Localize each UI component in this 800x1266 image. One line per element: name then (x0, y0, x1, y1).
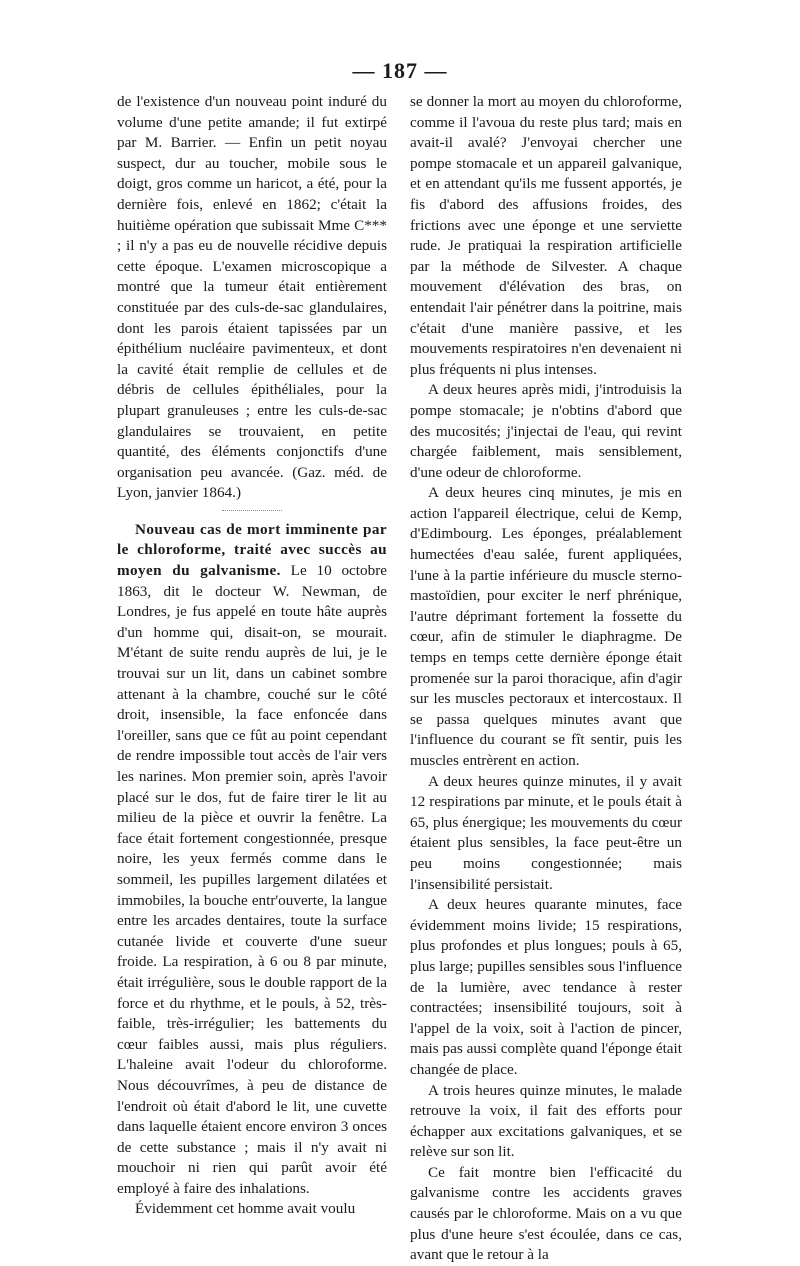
separator (222, 510, 282, 512)
article-text: Le 10 octobre 1863, dit le docteur W. Newman, de Londres, je fus appelé en toute hâte auprès d'un homme qui, disait-on, se mourait. M'étant de suite rendu auprès de lui, je le trouvai sur un lit, dans un cabinet sombre attenant à la chambre, couché sur le côté droit, insensible, la face enfoncée dans l'oreiller, sans que ce fût au point cependant de rendre impossible tout accès de l'air vers les narines. Mon premier soin, après l'avoir placé sur le dos, fut de faire tirer le lit au milieu de la pièce et ouvrir la fenêtre. La face était fortement congestionnée, presque noire, les yeux fermés comme dans le sommeil, les pupilles largement dilatées et immobiles, la bouche entr'ouverte, la langue entre les arcades dentaires, toute la surface cutanée livide et couverte d'une sueur froide. La respiration, à 6 ou 8 par minute, était irrégulière, sous le double rapport de la force et du rhythme, et le pouls, à 52, très-faible, très-irrégulier; les battements du cœur faibles aussi, mais plus réguliers. L'haleine avait l'odeur du chloroforme. Nous découvrîmes, à peu de distance de l'endroit où était d'abord le lit, une cuvette dans laquelle étaient encore environ 3 onces de cette substance ; mais il n'y avait ni mouchoir ni rien qui parût avoir été employé à faire des inhalations. (117, 562, 388, 1197)
paragraph: A deux heures cinq minutes, je mis en action l'appareil électrique, celui de Kemp, d'Edimbourg. Les éponges, préalablement humectées d'eau salée, furent appliquées, l'une à la partie inférieure du muscle sterno-mastoïdien, pour exciter le nerf phrénique, l'autre déprimant fortement la fossette du cœur, afin de stimuler le diaphragme. De temps en temps cette dernière éponge était promenée sur la paroi thoracique, afin d'agir sur les muscles pectoraux et intercostaux. Il se passa quelques minutes avant que l'influence du courant se fît sentir, puis les muscles entrèrent en action. (410, 484, 682, 769)
paragraph: A deux heures quarante minutes, face évidemment moins livide; 15 respirations, plus profondes et plus longues; pouls à 65, plus large; pupilles sensibles sous l'influence de la lumière, avec tendance à rester contractées; insensibilité toujours, soit à l'appel de la voix, soit à l'action de pincer, mais pas aussi complète quand l'éponge était changée de place. (410, 896, 682, 1078)
page-number: — 187 — (352, 58, 448, 83)
paragraph: se donner la mort au moyen du chloroforme, comme il l'avoua du reste plus tard; mais en avait-il avalé? J'envoyai chercher une pompe stomacale et un appareil galvanique, et en attendant qu'ils me fussent apportés, je fis d'abord des affusions froides, des frictions avec une éponge et une serviette rude. Je pratiquai la respiration artificielle par la méthode de Silvester. A chaque mouvement d'élévation des bras, on entendait l'air pénétrer dans la poitrine, mais c'était d'une manière passive, et les mouvements respiratoires n'en devenaient ni plus fréquents ni plus intenses. (410, 93, 682, 378)
right-column (410, 92, 682, 1266)
left-column (117, 92, 387, 1220)
paragraph: A deux heures après midi, j'introduisis la pompe stomacale; je n'obtins d'abord que des mucosités; j'injectai de l'eau, qui revint chargée faiblement, mais sensiblement, d'une odeur de chloroforme. (410, 381, 682, 481)
paragraph: A trois heures quinze minutes, le malade retrouve la voix, il fait des efforts pour échapper aux excitations galvaniques, et se relève sur son lit. (410, 1081, 682, 1161)
paragraph: Évidemment cet homme avait voulu (135, 1200, 356, 1218)
paragraph: A deux heures quinze minutes, il y avait 12 respirations par minute, et le pouls était à 65, plus énergique; les mouvements du cœur étaient plus sensibles, la face peut-être un peu moins congestionnée; mais l'insensibilité persistait. (410, 772, 682, 893)
paragraph (117, 520, 387, 1200)
article-heading: Nouveau cas de mort imminente par le chloroforme, traité avec succès au moyen du galvanisme. (117, 520, 387, 580)
paragraph: Ce fait montre bien l'efficacité du galvanisme contre les accidents graves causés par le chloroforme. Mais on a vu que plus d'une heure s'est écoulée, dans ce cas, avant que le retour à la (410, 1163, 682, 1264)
paragraph: de l'existence d'un nouveau point induré du volume d'une petite amande; il fut extirpé par M. Barrier. — Enfin un petit noyau suspect, dur au toucher, mobile sous le doigt, gros comme un haricot, a été, pour la dernière fois, enlevé en 1862; c'était la huitième opération que subissait Mme C*** ; il n'y a pas eu de nouvelle récidive depuis cette époque. L'examen microscopique a montré que la tumeur était entièrement constituée par des culs-de-sac glandulaires, dont les parois étaient tapissées par un épithélium nucléaire pavimenteux, et dont la cavité était remplie de cellules et de débris de cellules épithéliales, pour la plupart granuleuses ; entre les culs-de-sac glandulaires se trouvaient, en petite quantité, des éléments conjonctifs d'une organisation peu avancée. (Gaz. méd. de Lyon, janvier 1864.) (117, 93, 387, 502)
